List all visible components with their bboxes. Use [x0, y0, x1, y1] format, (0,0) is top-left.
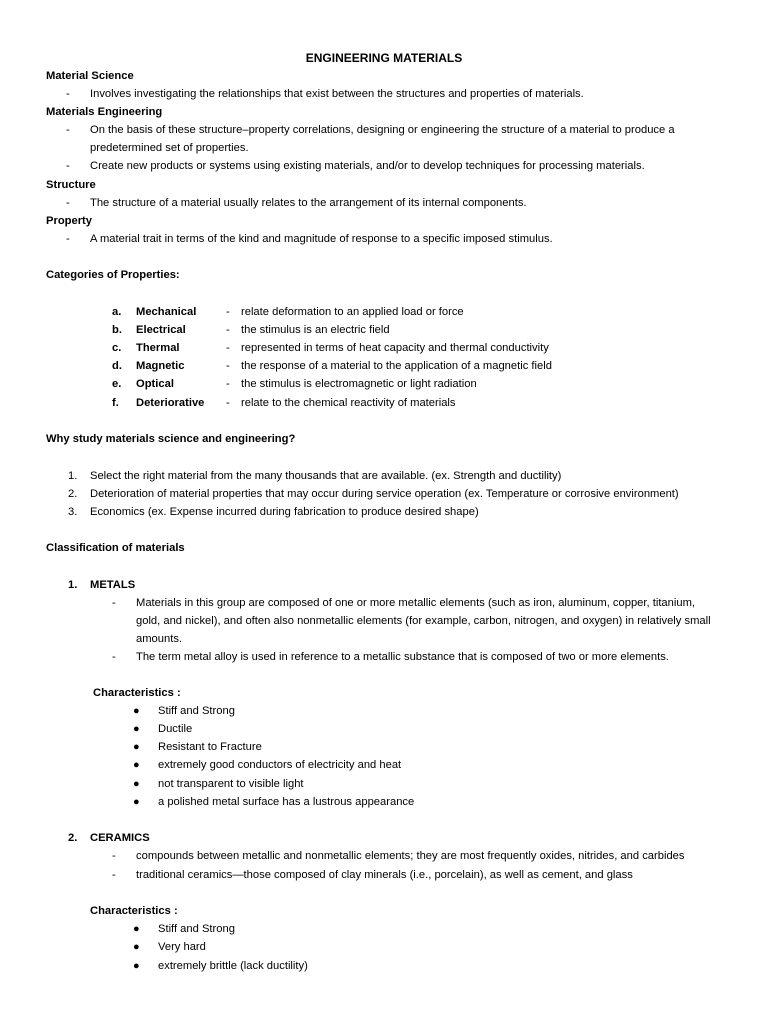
definition-text: A material trait in terms of the kind and magnitude of response to a specific imposed stimulus.	[90, 233, 553, 245]
list-number: 1.	[68, 470, 78, 482]
dash-marker: -	[66, 197, 70, 209]
dash-marker: -	[226, 342, 230, 354]
bullet-marker: ●	[133, 923, 140, 935]
definition-text: The structure of a material usually relates to the arrangement of its internal components.	[90, 197, 527, 209]
bullet-marker: ●	[133, 723, 140, 735]
dash-marker: -	[66, 233, 70, 245]
characteristic-item: Ductile	[158, 723, 193, 735]
bullet-marker: ●	[133, 741, 140, 753]
category-letter: b.	[112, 324, 122, 336]
dash-marker: -	[112, 869, 116, 881]
category-letter: d.	[112, 360, 122, 372]
category-letter: f.	[112, 397, 119, 409]
class-description: compounds between metallic and nonmetallic elements; they are most frequently oxides, nitrides, and carbides	[136, 850, 685, 862]
dash-marker: -	[66, 160, 70, 172]
page-title: ENGINEERING MATERIALS	[305, 51, 463, 65]
dash-marker: -	[112, 850, 116, 862]
list-item: Deterioration of material properties that may occur during service operation (ex. Temperature or corrosive environment)	[90, 488, 679, 500]
definition-text: Involves investigating the relationships that exist between the structures and properties of materials.	[90, 88, 584, 100]
heading-property: Property	[46, 215, 93, 227]
list-number: 3.	[68, 506, 78, 518]
characteristic-item: Stiff and Strong	[158, 705, 235, 717]
definition-text: On the basis of these structure–property correlations, designing or engineering the structure of a material to produce a predetermined set of properties.	[90, 124, 675, 154]
dash-marker: -	[112, 651, 116, 663]
bullet-marker: ●	[133, 941, 140, 953]
dash-marker: -	[226, 324, 230, 336]
characteristic-item: a polished metal surface has a lustrous appearance	[158, 796, 415, 808]
heading-structure: Structure	[46, 179, 96, 191]
class-description: Materials in this group are composed of one or more metallic elements (such as iron, aluminum, copper, titanium, gold, and nickel), and often also nonmetallic elements (for example, carbon, nitrogen, and oxygen) in relatively small amounts.	[136, 597, 711, 645]
category-description: the stimulus is an electric field	[241, 324, 390, 336]
category-name: Deteriorative	[136, 397, 205, 409]
category-description: relate deformation to an applied load or force	[241, 306, 464, 318]
characteristics-label: Characteristics :	[93, 687, 181, 699]
category-name: Electrical	[136, 324, 186, 336]
category-description: the stimulus is electromagnetic or light radiation	[241, 378, 477, 390]
class-description: The term metal alloy is used in reference to a metallic substance that is composed of two or more elements.	[136, 651, 669, 663]
heading-categories: Categories of Properties:	[46, 269, 180, 281]
category-name: Mechanical	[136, 306, 197, 318]
characteristic-item: extremely good conductors of electricity and heat	[158, 759, 402, 771]
class-name-ceramics: CERAMICS	[90, 832, 150, 844]
characteristic-item: Very hard	[158, 941, 206, 953]
category-letter: a.	[112, 306, 122, 318]
characteristic-item: Resistant to Fracture	[158, 741, 262, 753]
class-number: 2.	[68, 832, 78, 844]
category-description: relate to the chemical reactivity of materials	[241, 397, 456, 409]
list-item: Select the right material from the many thousands that are available. (ex. Strength and ductility)	[90, 470, 562, 482]
dash-marker: -	[226, 306, 230, 318]
bullet-marker: ●	[133, 796, 140, 808]
characteristic-item: Stiff and Strong	[158, 923, 235, 935]
characteristic-item: not transparent to visible light	[158, 778, 304, 790]
bullet-marker: ●	[133, 759, 140, 771]
category-description: represented in terms of heat capacity and thermal conductivity	[241, 342, 549, 354]
bullet-marker: ●	[133, 960, 140, 972]
list-number: 2.	[68, 488, 78, 500]
class-description: traditional ceramics—those composed of clay minerals (i.e., porcelain), as well as cement, and glass	[136, 869, 633, 881]
category-name: Magnetic	[136, 360, 185, 372]
characteristics-label: Characteristics :	[90, 905, 178, 917]
category-letter: c.	[112, 342, 122, 354]
bullet-marker: ●	[133, 778, 140, 790]
category-description: the response of a material to the application of a magnetic field	[241, 360, 552, 372]
dash-marker: -	[66, 88, 70, 100]
heading-why-study: Why study materials science and engineering?	[46, 433, 296, 445]
characteristic-item: extremely brittle (lack ductility)	[158, 960, 308, 972]
heading-materials-engineering: Materials Engineering	[46, 106, 163, 118]
list-item: Economics (ex. Expense incurred during fabrication to produce desired shape)	[90, 506, 479, 518]
category-letter: e.	[112, 378, 122, 390]
class-name-metals: METALS	[90, 579, 136, 591]
dash-marker: -	[112, 597, 116, 609]
dash-marker: -	[226, 360, 230, 372]
definition-text: Create new products or systems using existing materials, and/or to develop techniques for processing materials.	[90, 160, 645, 172]
heading-classification: Classification of materials	[46, 542, 185, 554]
dash-marker: -	[226, 397, 230, 409]
bullet-marker: ●	[133, 705, 140, 717]
category-name: Thermal	[136, 342, 180, 354]
heading-material-science: Material Science	[46, 70, 134, 82]
category-name: Optical	[136, 378, 174, 390]
dash-marker: -	[66, 124, 70, 136]
dash-marker: -	[226, 378, 230, 390]
class-number: 1.	[68, 579, 78, 591]
